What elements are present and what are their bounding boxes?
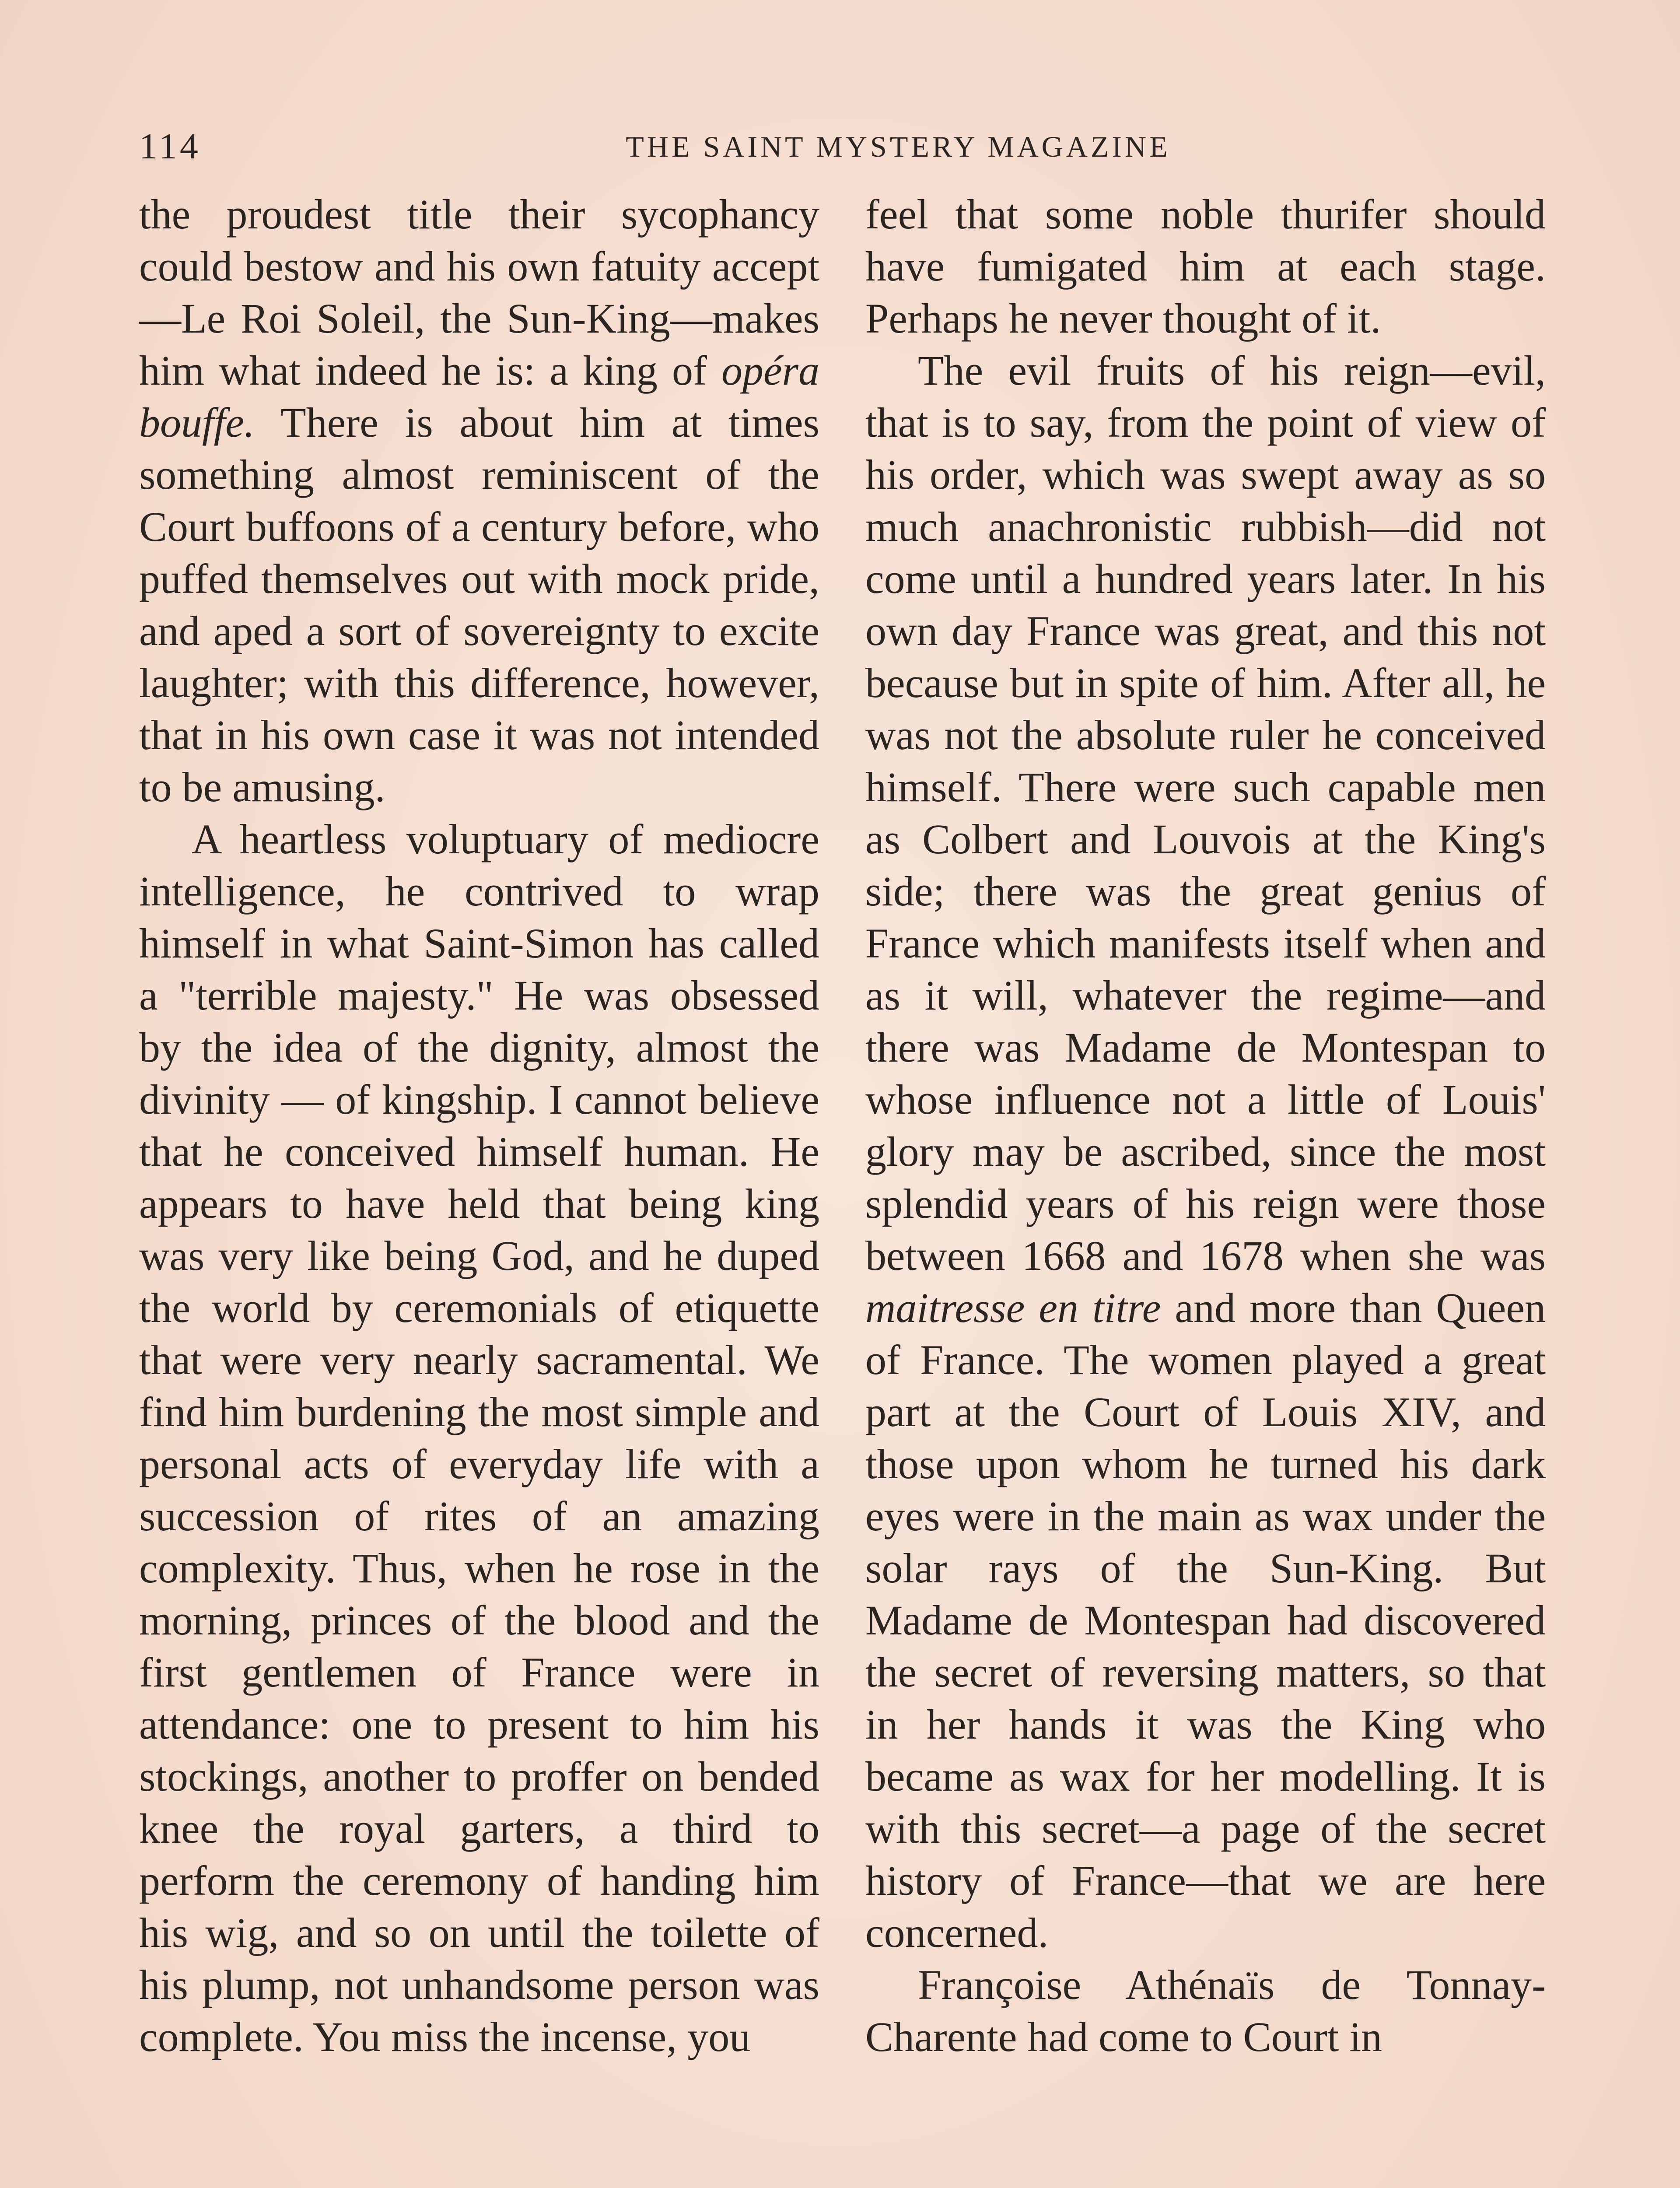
left-paragraph-2: A heartless voluptuary of mediocre intelligence, he contrived to wrap himself in what Saint-Simon has called a "terrible majesty." He was obsessed by the idea of the dignity, almost the divinity — of kingship. I cannot believe that he conceived himself human. He appears to have held that being king was very like being God, and he duped the world by ceremonials of etiquette that were very nearly sacramental. We find him burdening the most simple and personal acts of everyday life with a succession of rites of an amazing complexity. Thus, when he rose in the morning, princes of the blood and the first gentlemen of France were in attendance: one to present to him his stockings, another to proffer on bended knee the royal garters, a third to perform the ceremony of handing him his wig, and so on until the toilette of his plump, not unhandsome person was complete. You miss the incense, you: [139, 816, 819, 2060]
right-p2-text-a: The evil fruits of his reign—evil, that is to say, from the point of view of his order, which was swept away as so much anachronistic rubbish—did not come until a hundred years later. In his own day France was great, and this not because but in spite of him. After all, he was not the absolute ruler he conceived himself. There were such capable men as Colbert and Louvois at the King's side; there was the great genius of France which manifests itself when and as it will, whatever the regime—and there was Madame de Montespan to whose influence not a little of Louis' glory may be ascribed, since the most splendid years of his reign were those between 1668 and 1678 when she was: [865, 347, 1546, 1279]
right-p2-text-b: and more than Queen of France. The women played a great part at the Court of Louis XIV, and those upon whom he turned his dark eyes were in the main as wax under the solar rays of the Sun-King. But Madame de Montespan had discovered the secret of reversing matters, so that in her hands it was the King who became as wax for her modelling. It is with this secret—a page of the secret history of France—that we are here concerned.: [865, 1284, 1546, 1956]
right-paragraph-1: feel that some noble thurifer should have fumigated him at each stage. Perhaps he never thought of it.: [865, 191, 1546, 342]
page-number: 114: [139, 126, 201, 167]
right-paragraph-2: [865, 344, 1546, 1959]
right-column: [865, 188, 1546, 2188]
page-header: [139, 123, 1544, 171]
left-p1-italic: opéra bouffe.: [139, 347, 819, 446]
right-p2-italic: maitresse en titre: [865, 1284, 1161, 1331]
left-column: [139, 188, 819, 2188]
running-head: THE SAINT MYSTERY MAGAZINE: [626, 130, 1171, 163]
left-paragraph-1: [139, 188, 819, 813]
left-p1-text-a: the proudest title their sycophancy could bestow and his own fatuity accept—Le Roi Soleil, the Sun-King—makes him what indeed he is: a king of: [139, 191, 819, 394]
left-p1-text-b: There is about him at times something almost reminiscent of the Court buffoons of a century before, who puffed themselves out with mock pride, and aped a sort of sovereignty to excite laughter; with this difference, however, that in his own case it was not intended to be amusing.: [139, 399, 819, 810]
right-paragraph-3: Françoise Athénaïs de Tonnay-Charente had come to Court in: [865, 1961, 1546, 2060]
